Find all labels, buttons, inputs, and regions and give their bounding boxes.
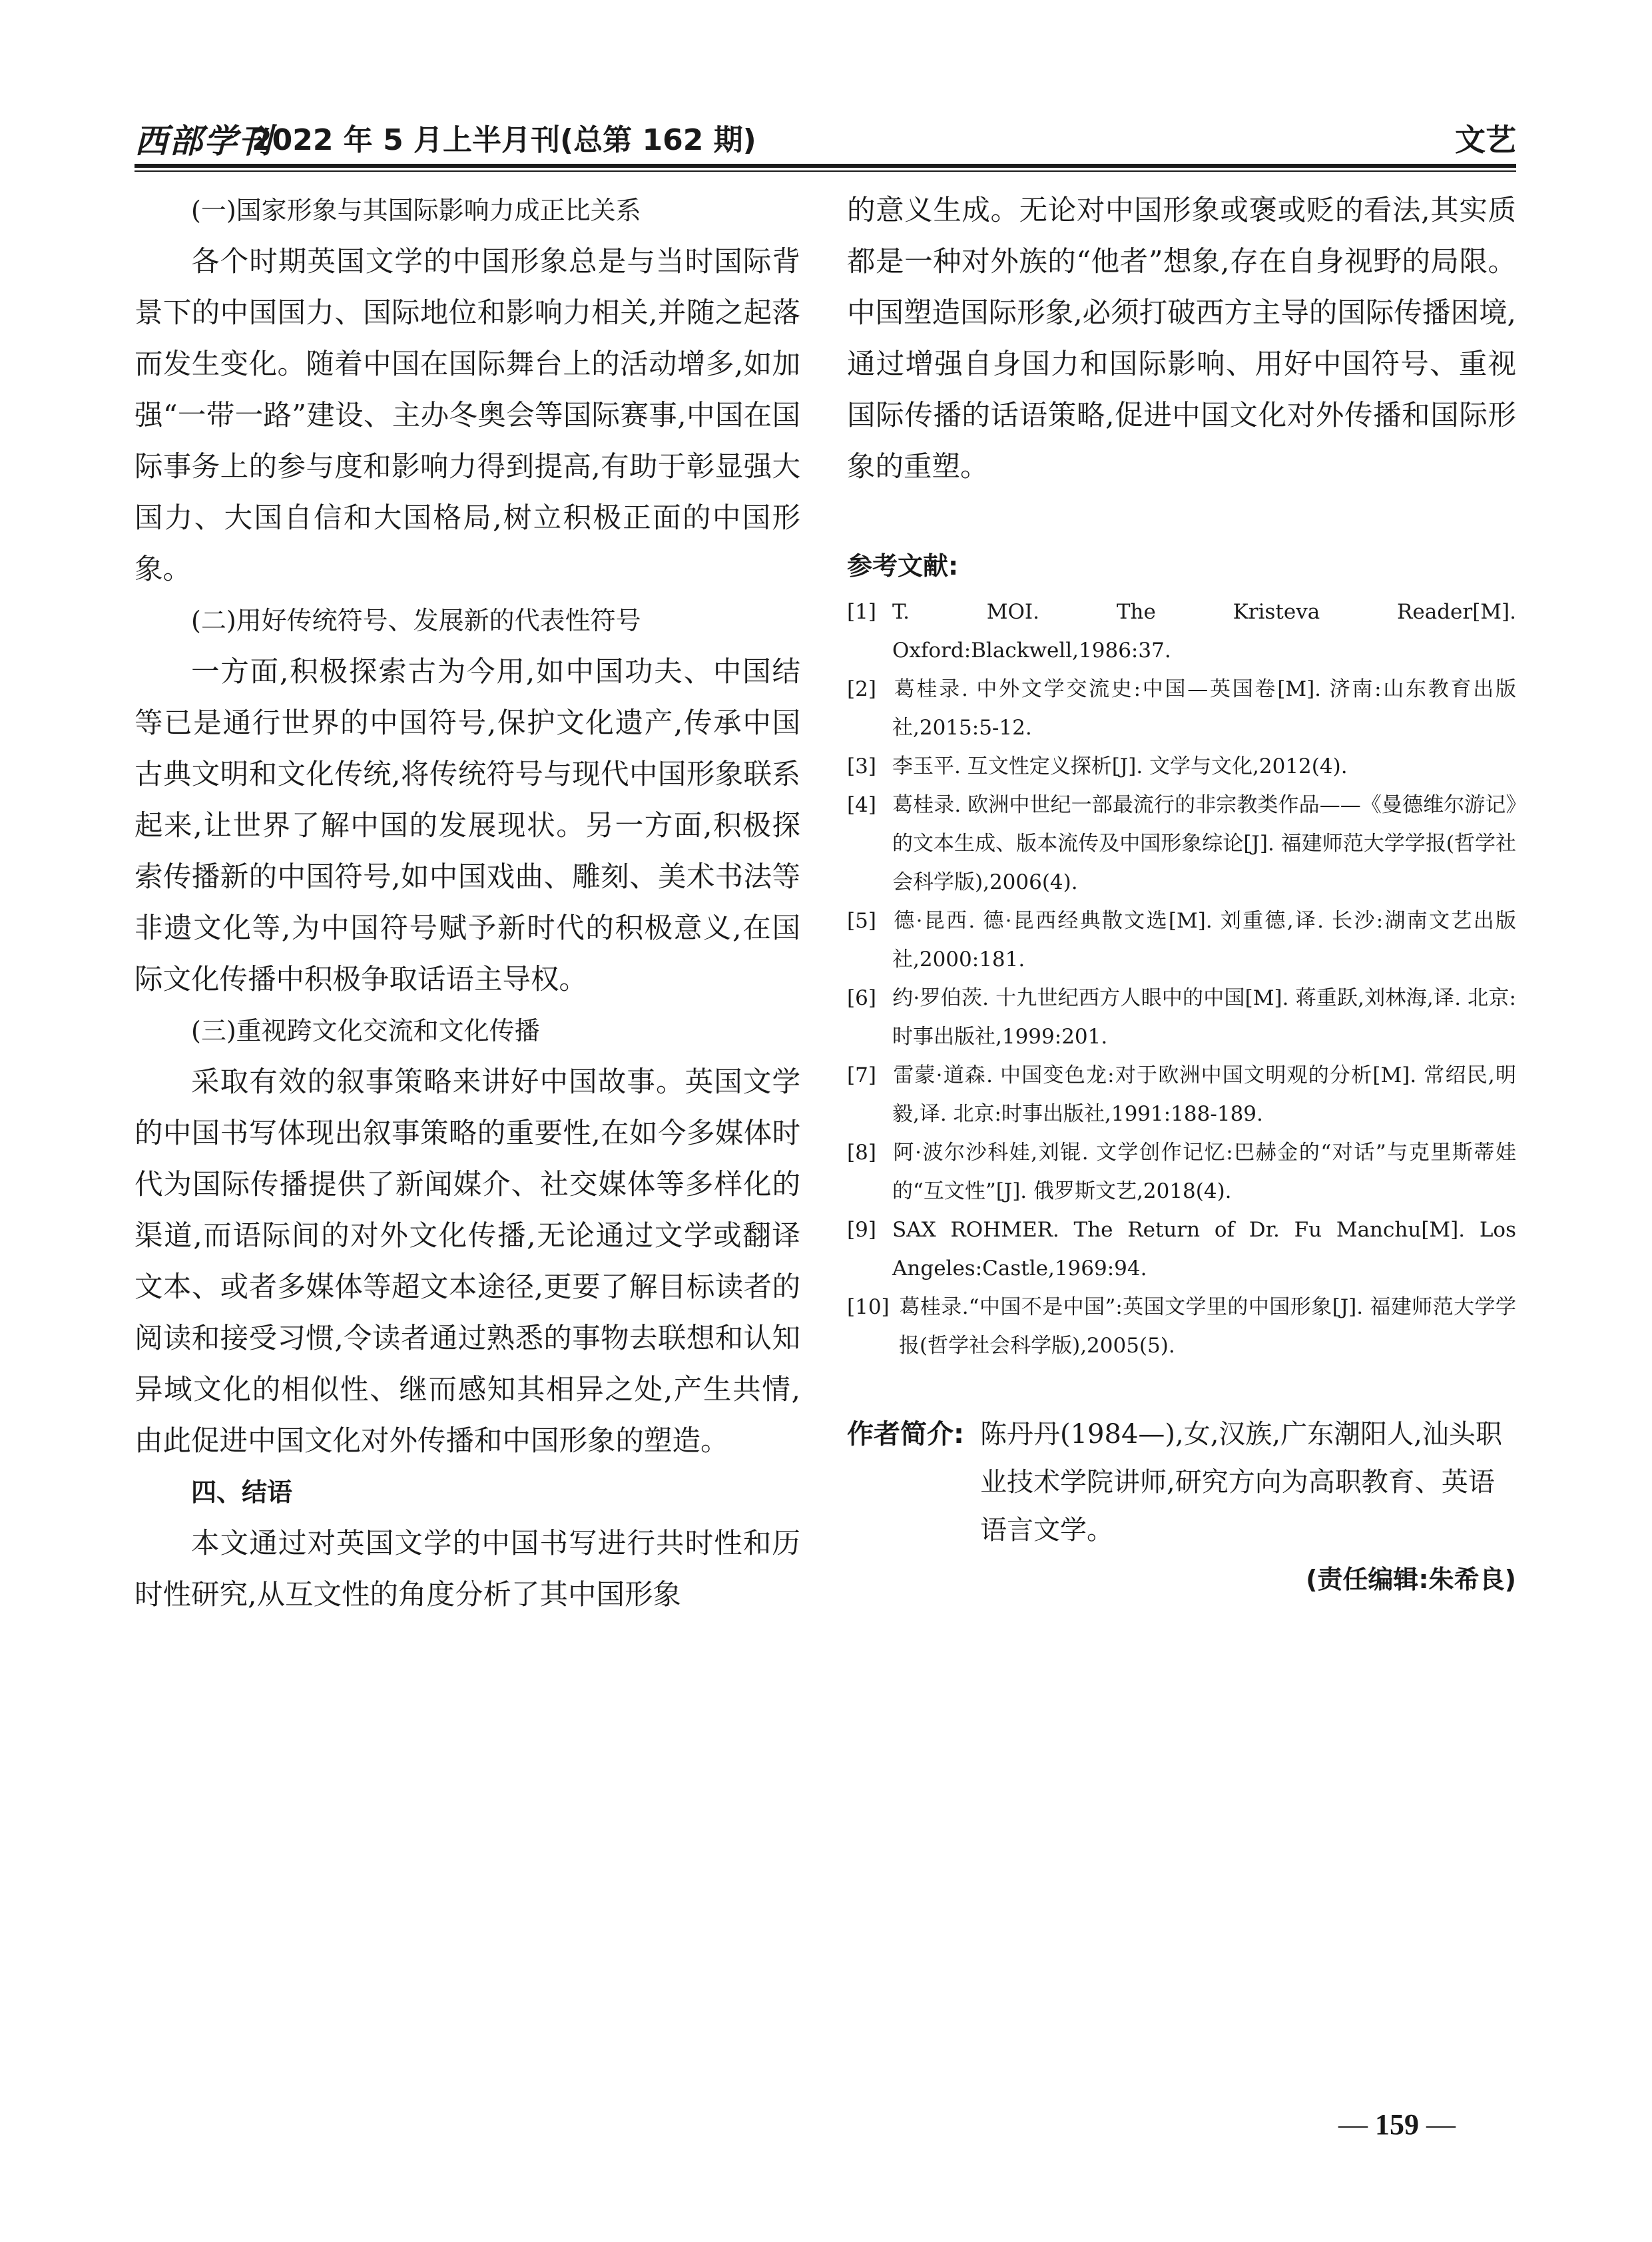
issue-info: 2022 年 5 月上半月刊(总第 162 期) — [252, 123, 756, 157]
page-number-value: 159 — [1375, 2108, 1419, 2141]
reference-number: [8] — [847, 1141, 876, 1165]
journal-logo: 西部学刊 — [135, 121, 273, 160]
reference-number: [4] — [847, 793, 876, 817]
reference-item — [847, 902, 1516, 979]
subsection-heading-1: (一)国家形象与其国际影响力成正比关系 — [191, 196, 641, 225]
reference-number: [6] — [847, 986, 876, 1010]
reference-text: 雷蒙·道森. 中国变色龙:对于欧洲中国文明观的分析[M]. 常绍民,明毅,译. 北京:时事出版社,1991:188-189. — [892, 1063, 1516, 1126]
right-column — [847, 185, 1516, 1601]
section-title-conclusion: 四、结语 — [191, 1478, 293, 1507]
reference-item — [847, 979, 1516, 1056]
reference-item — [847, 1133, 1516, 1211]
reference-item — [847, 1211, 1516, 1288]
reference-item — [847, 593, 1516, 670]
reference-number: [5] — [847, 909, 876, 933]
author-bio-label: 作者简介: — [847, 1419, 964, 1450]
paragraph-3: 采取有效的叙事策略来讲好中国故事。英国文学的中国书写体现出叙事策略的重要性,在如今多媒体时代为国际传播提供了新闻媒介、社交媒体等多样化的渠道,而语际间的对外文化传播,无论通过文学或翻译文本、或者多媒体等超文本途径,更要了解目标读者的阅读和接受习惯,令读者通过熟悉的事物去联想和认知异域文化的相似性、继而感知其相异之处,产生共情,由此促进中国文化对外传播和中国形象的塑造。 — [135, 1066, 800, 1458]
reference-item — [847, 786, 1516, 902]
author-bio — [847, 1410, 1516, 1554]
paragraph-2: 一方面,积极探索古为今用,如中国功夫、中国结等已是通行世界的中国符号,保护文化遗产,传承中国古典文明和文化传统,将传统符号与现代中国形象联系起来,让世界了解中国的发展现状。另一方面,积极探索传播新的中国符号,如中国戏曲、雕刻、美术书法等非遗文化等,为中国符号赋予新时代的积极意义,在国际文化传播中积极争取话语主导权。 — [135, 656, 800, 996]
running-header — [135, 112, 1516, 160]
reference-text: 约·罗伯茨. 十九世纪西方人眼中的中国[M]. 蒋重跃,刘林海,译. 北京:时事出版社,1999:201. — [892, 986, 1516, 1049]
header-rule-thick — [135, 164, 1516, 168]
reference-item — [847, 1288, 1516, 1365]
reference-number: [1] — [847, 600, 876, 624]
reference-item — [847, 1056, 1516, 1133]
reference-text: 李玉平. 互文性定义探析[J]. 文学与文化,2012(4). — [892, 754, 1348, 778]
reference-text: 葛桂录.“中国不是中国”:英国文学里的中国形象[J]. 福建师范大学学报(哲学社会科学版),2005(5). — [899, 1295, 1516, 1358]
paragraph-continued: 的意义生成。无论对中国形象或褒或贬的看法,其实质都是一种对外族的“他者”想象,存在自身视野的局限。中国塑造国际形象,必须打破西方主导的国际传播困境,通过增强自身国力和国际影响、用好中国符号、重视国际传播的话语策略,促进中国文化对外传播和国际形象的重塑。 — [847, 194, 1516, 483]
reference-text: 葛桂录. 中外文学交流史:中国—英国卷[M]. 济南:山东教育出版社,2015:5-12. — [892, 677, 1516, 740]
reference-text: T. MOI. The Kristeva Reader[M]. Oxford:Blackwell,1986:37. — [892, 600, 1516, 663]
page-dash-left: — — [1338, 2108, 1375, 2141]
reference-text: SAX ROHMER. The Return of Dr. Fu Manchu[M]. Los Angeles:Castle,1969:94. — [892, 1218, 1516, 1280]
paragraph-4: 本文通过对英国文学的中国书写进行共时性和历时性研究,从互文性的角度分析了其中国形象 — [135, 1528, 800, 1611]
header-rule-thin — [135, 170, 1516, 172]
reference-text: 阿·波尔沙科娃,刘锟. 文学创作记忆:巴赫金的“对话”与克里斯蒂娃的“互文性”[J]. 俄罗斯文艺,2018(4). — [892, 1141, 1516, 1203]
left-column — [135, 185, 800, 1621]
author-bio-text: 陈丹丹(1984—),女,汉族,广东潮阳人,汕头职业技术学院讲师,研究方向为高职教育、英语语言文学。 — [980, 1419, 1502, 1545]
reference-text: 葛桂录. 欧洲中世纪一部最流行的非宗教类作品——《曼德维尔游记》的文本生成、版本流传及中国形象综论[J]. 福建师范大学学报(哲学社会科学版),2006(4). — [892, 793, 1516, 894]
reference-item — [847, 670, 1516, 747]
reference-number: [3] — [847, 754, 876, 778]
page-number — [1338, 2107, 1456, 2141]
reference-number: [7] — [847, 1063, 876, 1087]
section-name: 文艺 — [1455, 122, 1516, 158]
paragraph-1: 各个时期英国文学的中国形象总是与当时国际背景下的中国国力、国际地位和影响力相关,并随之起落而发生变化。随着中国在国际舞台上的活动增多,如加强“一带一路”建设、主办冬奥会等国际赛事,中国在国际事务上的参与度和影响力得到提高,有助于彰显强大国力、大国自信和大国格局,树立积极正面的中国形象。 — [135, 246, 800, 586]
subsection-heading-2: (二)用好传统符号、发展新的代表性符号 — [191, 606, 641, 635]
reference-number: [9] — [847, 1218, 876, 1242]
subsection-heading-3: (三)重视跨文化交流和文化传播 — [191, 1016, 540, 1045]
page-dash-right: — — [1419, 2108, 1456, 2141]
reference-number: [2] — [847, 677, 876, 701]
reference-item — [847, 747, 1516, 786]
reference-number: [10] — [847, 1295, 890, 1319]
references-title: 参考文献: — [847, 551, 959, 581]
reference-text: 德·昆西. 德·昆西经典散文选[M]. 刘重德,译. 长沙:湖南文艺出版社,2000:181. — [892, 909, 1516, 972]
reference-list — [847, 593, 1516, 1365]
editor-note: (责任编辑:朱希良) — [1306, 1565, 1516, 1594]
